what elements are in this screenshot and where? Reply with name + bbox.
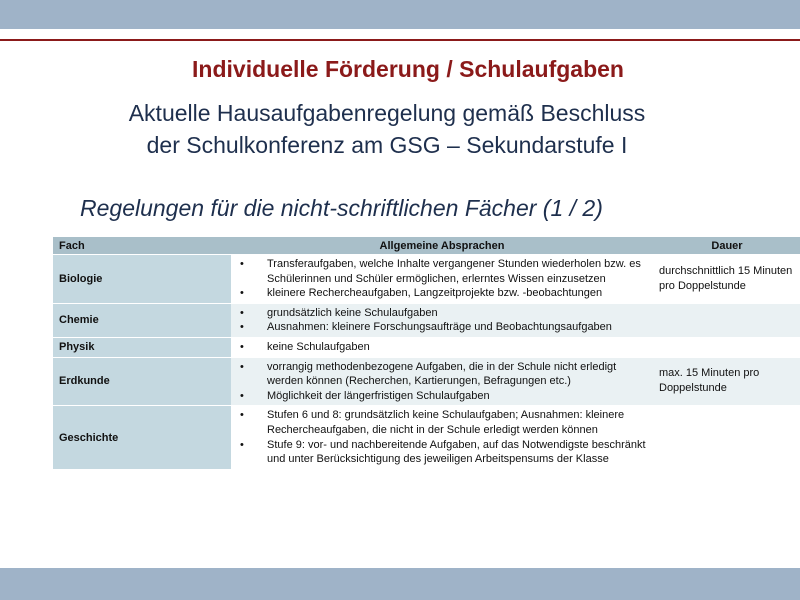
subject-cell: Biologie bbox=[53, 255, 231, 304]
title-divider-line bbox=[0, 39, 800, 41]
table-row bbox=[53, 337, 800, 357]
list-item: • Stufe 9: vor- und nachbereitende Aufgaben, auf das Notwendigste beschränkt und unter Berücksichtigung des jeweiligen Arbeitspensums der Klasse bbox=[237, 438, 649, 467]
bottom-decor-bar bbox=[0, 568, 800, 600]
subject-cell: Erdkunde bbox=[53, 357, 231, 406]
list-item: • Möglichkeit der längerfristigen Schulaufgaben bbox=[237, 389, 649, 404]
list-item: • vorrangig methodenbezogene Aufgaben, die in der Schule nicht erledigt werden können (Recherchen, Kartierungen, Befragungen etc.) bbox=[237, 360, 649, 389]
agreements-cell bbox=[231, 406, 653, 469]
agreements-cell bbox=[231, 337, 653, 357]
homework-rules-table bbox=[53, 237, 800, 469]
agreements-list bbox=[237, 360, 649, 404]
header-absprachen: Allgemeine Absprachen bbox=[231, 237, 653, 255]
duration-cell bbox=[653, 337, 800, 357]
agreements-list bbox=[237, 306, 649, 335]
agreements-cell bbox=[231, 357, 653, 406]
slide-title: Individuelle Förderung / Schulaufgaben bbox=[192, 56, 624, 82]
agreements-cell bbox=[231, 255, 653, 304]
list-item: • grundsätzlich keine Schulaufgaben bbox=[237, 306, 649, 321]
duration-cell: max. 15 Minuten pro Doppelstunde bbox=[653, 357, 800, 406]
slide-subtitle bbox=[0, 97, 774, 161]
subject-cell: Geschichte bbox=[53, 406, 231, 469]
duration-cell: durchschnittlich 15 Minuten pro Doppelstunde bbox=[653, 255, 800, 304]
duration-cell bbox=[653, 406, 800, 469]
subject-cell: Physik bbox=[53, 337, 231, 357]
section-heading: Regelungen für die nicht-schriftlichen Fächer (1 / 2) bbox=[80, 195, 603, 221]
table-row bbox=[53, 357, 800, 406]
header-dauer: Dauer bbox=[653, 237, 800, 255]
table-row bbox=[53, 406, 800, 469]
agreements-list bbox=[237, 340, 649, 355]
list-item: • Ausnahmen: kleinere Forschungsaufträge und Beobachtungsaufgaben bbox=[237, 320, 649, 335]
table-row bbox=[53, 303, 800, 337]
list-item: • Stufen 6 und 8: grundsätzlich keine Schulaufgaben; Ausnahmen: kleinere Rechercheaufgaben, die nicht in der Schule erledigt werden können bbox=[237, 408, 649, 437]
list-item: • Transferaufgaben, welche Inhalte vergangener Stunden wiederholen bzw. es Schülerinnen und Schüler ermöglichen, erlerntes Wissen einzusetzen bbox=[237, 257, 649, 286]
table-row bbox=[53, 255, 800, 304]
agreements-list bbox=[237, 257, 649, 301]
subtitle-line-2: der Schulkonferenz am GSG – Sekundarstufe I bbox=[146, 132, 628, 158]
duration-cell bbox=[653, 303, 800, 337]
agreements-cell bbox=[231, 303, 653, 337]
subject-cell: Chemie bbox=[53, 303, 231, 337]
header-fach: Fach bbox=[53, 237, 231, 255]
agreements-list bbox=[237, 408, 649, 466]
table-header-row bbox=[53, 237, 800, 255]
list-item: • keine Schulaufgaben bbox=[237, 340, 649, 355]
subtitle-line-1: Aktuelle Hausaufgabenregelung gemäß Beschluss bbox=[128, 100, 646, 126]
top-decor-bar bbox=[0, 0, 800, 29]
list-item: • kleinere Rechercheaufgaben, Langzeitprojekte bzw. -beobachtungen bbox=[237, 286, 649, 301]
